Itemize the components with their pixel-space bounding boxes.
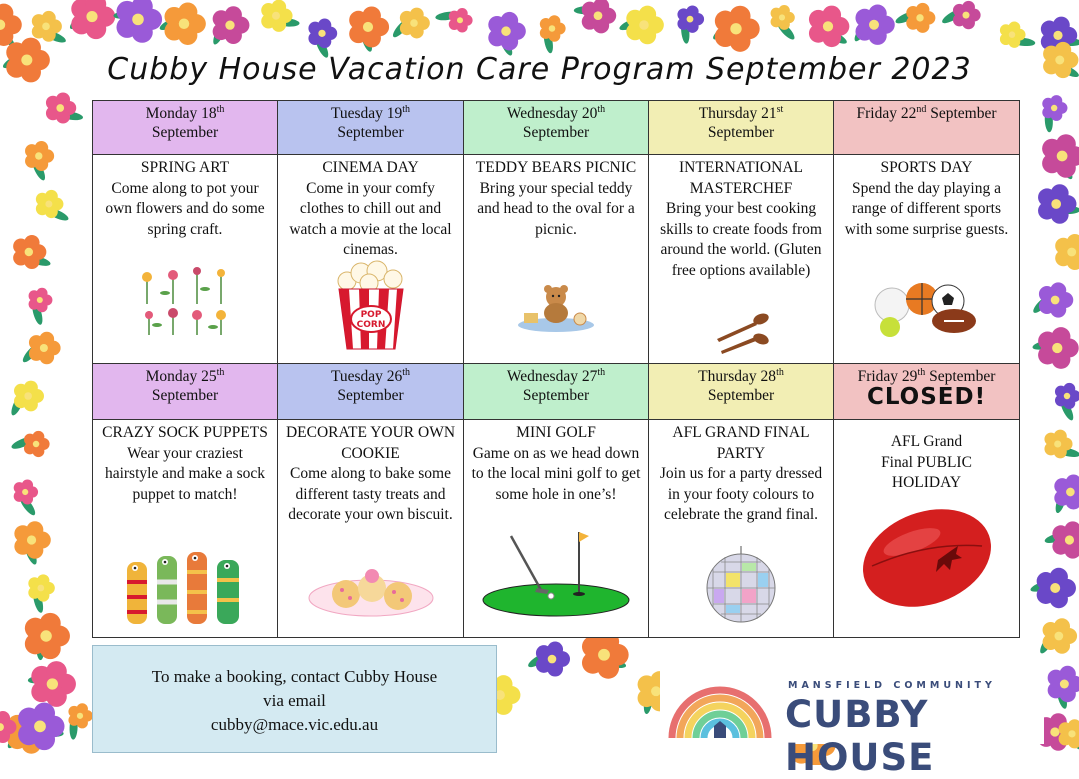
flower-center-decoration: [1064, 393, 1070, 399]
petal-decoration: [77, 703, 88, 714]
petal-decoration: [46, 661, 67, 682]
petal-decoration: [730, 6, 751, 27]
petal-decoration: [547, 642, 563, 658]
flower-center-decoration: [1065, 535, 1074, 544]
petal-decoration: [1051, 95, 1063, 107]
flower-center-decoration: [1060, 680, 1069, 689]
day-header-tue-19: Tuesday 19th September: [278, 101, 464, 155]
flower-center-decoration: [1057, 151, 1068, 162]
activity-title: SPORTS DAY: [880, 159, 973, 176]
flower-center-decoration: [179, 19, 189, 29]
petal-decoration: [37, 574, 49, 586]
petal-decoration: [779, 5, 790, 16]
flower-center-decoration: [34, 720, 46, 732]
flower-center-decoration: [1009, 31, 1015, 37]
activity-title: DECORATE YOUR OWN COOKIE: [285, 424, 456, 462]
flower-center-decoration: [272, 12, 280, 20]
petal-decoration: [26, 521, 43, 538]
activity-description: Wear your craziest hairstyle and make a sock puppet to match!: [104, 444, 266, 503]
flower-center-decoration: [40, 630, 51, 641]
flower-center-decoration: [1052, 343, 1062, 353]
petal-decoration: [457, 8, 468, 19]
flower-center-decoration: [501, 26, 511, 36]
activity-cell-international-masterchef: [649, 155, 834, 364]
petal-decoration: [686, 5, 698, 17]
flower-center-decoration: [457, 17, 463, 23]
petal-decoration: [225, 6, 242, 23]
activity-title: CINEMA DAY: [322, 159, 419, 176]
petal-decoration: [501, 12, 518, 29]
petal-decoration: [24, 381, 38, 395]
activity-title: CRAZY SOCK PUPPETS: [102, 424, 268, 441]
flower-center-decoration: [549, 25, 556, 32]
petal-decoration: [868, 5, 886, 23]
flower-center-decoration: [548, 655, 557, 664]
flower-center-decoration: [1051, 199, 1061, 209]
booking-email[interactable]: cubby@mace.vic.edu.au: [210, 715, 379, 734]
flower-center-decoration: [225, 20, 234, 29]
day-header-tue-26: Tuesday 26th September: [278, 364, 464, 420]
activity-cell-sports-day: [834, 155, 1019, 364]
petal-decoration: [33, 703, 55, 725]
disco-ball-icon: [649, 546, 833, 626]
activity-cell-decorate-cookie: [278, 420, 464, 637]
petal-decoration: [410, 8, 424, 22]
petal-decoration: [1054, 430, 1067, 443]
flower-center-decoration: [37, 297, 43, 303]
logo-subtitle: MANSFIELD COMMUNITY: [788, 680, 996, 691]
activity-cell-afl-grand-final-party: [649, 420, 834, 637]
booking-info: [92, 645, 497, 753]
flower-center-decoration: [45, 201, 52, 208]
flower-center-decoration: [132, 14, 144, 26]
flower-center-decoration: [779, 14, 785, 20]
football-icon: [834, 502, 1019, 614]
flower-center-decoration: [1054, 632, 1063, 641]
flower-center-decoration: [77, 713, 83, 719]
flower-center-decoration: [22, 489, 28, 495]
petal-decoration: [1050, 282, 1066, 298]
wooden-spoons-icon: [649, 311, 833, 355]
cookies-icon: [278, 560, 463, 620]
petal-decoration: [495, 675, 513, 693]
petal-decoration: [1052, 327, 1071, 346]
activity-description: Bring your special teddy and head to the oval for a picnic.: [477, 179, 635, 238]
flower-center-decoration: [1051, 105, 1057, 111]
petal-decoration: [362, 6, 381, 25]
day-header-wed-20: Wednesday 20th September: [464, 101, 649, 155]
svg-text:POP: POP: [360, 310, 381, 320]
logo-name: CUBBY HOUSE: [785, 693, 935, 779]
day-header-thu-21: Thursday 21st September: [649, 101, 834, 155]
flower-center-decoration: [410, 19, 418, 27]
petal-decoration: [32, 431, 44, 443]
day-header-fri-29: Friday 29th September CLOSED!: [834, 364, 1019, 420]
day-header-mon-25: Monday 25th September: [93, 364, 278, 420]
activity-cell-cinema-day: [278, 155, 464, 364]
teddy-bear-icon: [464, 283, 648, 333]
flower-center-decoration: [916, 14, 923, 21]
petal-decoration: [1054, 618, 1070, 634]
petal-decoration: [822, 6, 841, 25]
petal-decoration: [1051, 184, 1069, 202]
petal-decoration: [1050, 568, 1068, 586]
golf-icon: [464, 524, 648, 618]
flower-center-decoration: [1066, 488, 1075, 497]
petal-decoration: [22, 479, 33, 490]
petal-decoration: [45, 190, 58, 203]
petal-decoration: [40, 613, 61, 634]
activity-title: AFL GRAND FINAL PARTY: [672, 424, 810, 462]
activity-cell-teddy-bears-picnic: [464, 155, 649, 364]
flower-center-decoration: [687, 16, 694, 23]
flower-center-decoration: [639, 20, 649, 30]
flower-center-decoration: [869, 20, 879, 30]
petal-decoration: [178, 3, 197, 22]
petal-decoration: [56, 92, 70, 106]
flower-center-decoration: [1068, 730, 1075, 737]
svg-text:CORN: CORN: [356, 320, 385, 330]
petal-decoration: [1053, 17, 1070, 34]
popcorn-icon: [278, 259, 463, 351]
activity-description: Come along to pot your own flowers and do some spring craft.: [105, 179, 265, 238]
petal-decoration: [35, 141, 49, 155]
page-title: Cubby House Vacation Care Program September 2023: [107, 52, 972, 87]
flower-center-decoration: [318, 30, 325, 37]
flowers-icon: [93, 259, 277, 339]
flower-center-decoration: [1051, 296, 1060, 305]
sock-puppets-icon: [93, 542, 277, 624]
flower-center-decoration: [33, 441, 39, 447]
activity-description: Bring your best cooking skills to create foods from around the world. (Gluten free options available): [660, 200, 822, 279]
flower-center-decoration: [1054, 440, 1061, 447]
closed-label: CLOSED!: [866, 384, 987, 410]
flower-center-decoration: [40, 344, 48, 352]
flower-center-decoration: [823, 21, 833, 31]
holiday-description: AFL Grand Final PUBLIC HOLIDAY: [881, 433, 972, 491]
flower-center-decoration: [27, 535, 36, 544]
petal-decoration: [1063, 383, 1075, 395]
day-header-thu-28: Thursday 28th September: [649, 364, 834, 420]
flower-center-decoration: [42, 23, 50, 31]
day-header-mon-18: Monday 18th September: [93, 101, 278, 155]
flower-center-decoration: [37, 585, 44, 592]
petal-decoration: [962, 1, 975, 14]
activity-description: Join us for a party dressed in your footy colours to celebrate the grand final.: [659, 465, 823, 523]
petal-decoration: [24, 235, 39, 250]
activity-description: Come in your comfy clothes to chill out and watch a movie at the local cinemas.: [289, 179, 452, 258]
flower-center-decoration: [1053, 31, 1062, 40]
activity-description: Game on as we head down to the local mini golf to get some hole in one’s!: [471, 444, 641, 503]
sports-balls-icon: [834, 279, 1019, 339]
flower-center-decoration: [35, 152, 42, 159]
petal-decoration: [36, 288, 47, 299]
activity-description: Come along to bake some different tasty treats and decorate your own biscuit.: [288, 465, 453, 523]
petal-decoration: [42, 11, 56, 25]
petal-decoration: [639, 6, 656, 23]
program-calendar: [92, 100, 1020, 638]
flower-center-decoration: [730, 23, 741, 34]
booking-line-1: To make a booking, contact Cubby House: [151, 667, 438, 686]
activity-title: TEDDY BEARS PICNIC: [475, 159, 637, 176]
petal-decoration: [548, 15, 560, 27]
flower-center-decoration: [598, 649, 610, 661]
day-header-wed-27: Wednesday 27th September: [464, 364, 649, 420]
flower-center-decoration: [86, 11, 97, 22]
petal-decoration: [272, 0, 287, 14]
flower-center-decoration: [25, 248, 33, 256]
cubby-house-logo: [660, 668, 1044, 779]
activity-cell-crazy-sock-puppets: [93, 420, 278, 637]
petal-decoration: [1056, 134, 1076, 154]
activity-title: SPRING ART: [140, 159, 230, 176]
rainbow-icon: [664, 672, 776, 742]
petal-decoration: [1059, 666, 1075, 682]
day-header-fri-22: Friday 22nd September: [834, 101, 1019, 155]
flower-center-decoration: [47, 678, 58, 689]
petal-decoration: [39, 332, 54, 347]
petal-decoration: [318, 19, 331, 32]
activity-title: MINI GOLF: [516, 424, 596, 441]
flower-center-decoration: [1050, 583, 1060, 593]
activity-description: Spend the day playing a range of different sports with some surprise guests.: [844, 179, 1009, 238]
flower-center-decoration: [363, 22, 373, 32]
flower-center-decoration: [24, 392, 32, 400]
activity-cell-spring-art: [93, 155, 278, 364]
activity-cell-mini-golf: [464, 420, 649, 637]
activity-cell-afl-public-holiday: [834, 420, 1019, 637]
booking-line-2: via email: [263, 691, 326, 710]
flower-center-decoration: [594, 11, 603, 20]
petal-decoration: [916, 3, 930, 17]
flower-center-decoration: [1067, 248, 1076, 257]
flower-center-decoration: [962, 12, 969, 19]
activity-title: INTERNATIONAL MASTERCHEF: [679, 159, 803, 197]
flower-center-decoration: [1050, 727, 1059, 736]
petal-decoration: [1008, 22, 1020, 34]
flower-center-decoration: [56, 104, 64, 112]
